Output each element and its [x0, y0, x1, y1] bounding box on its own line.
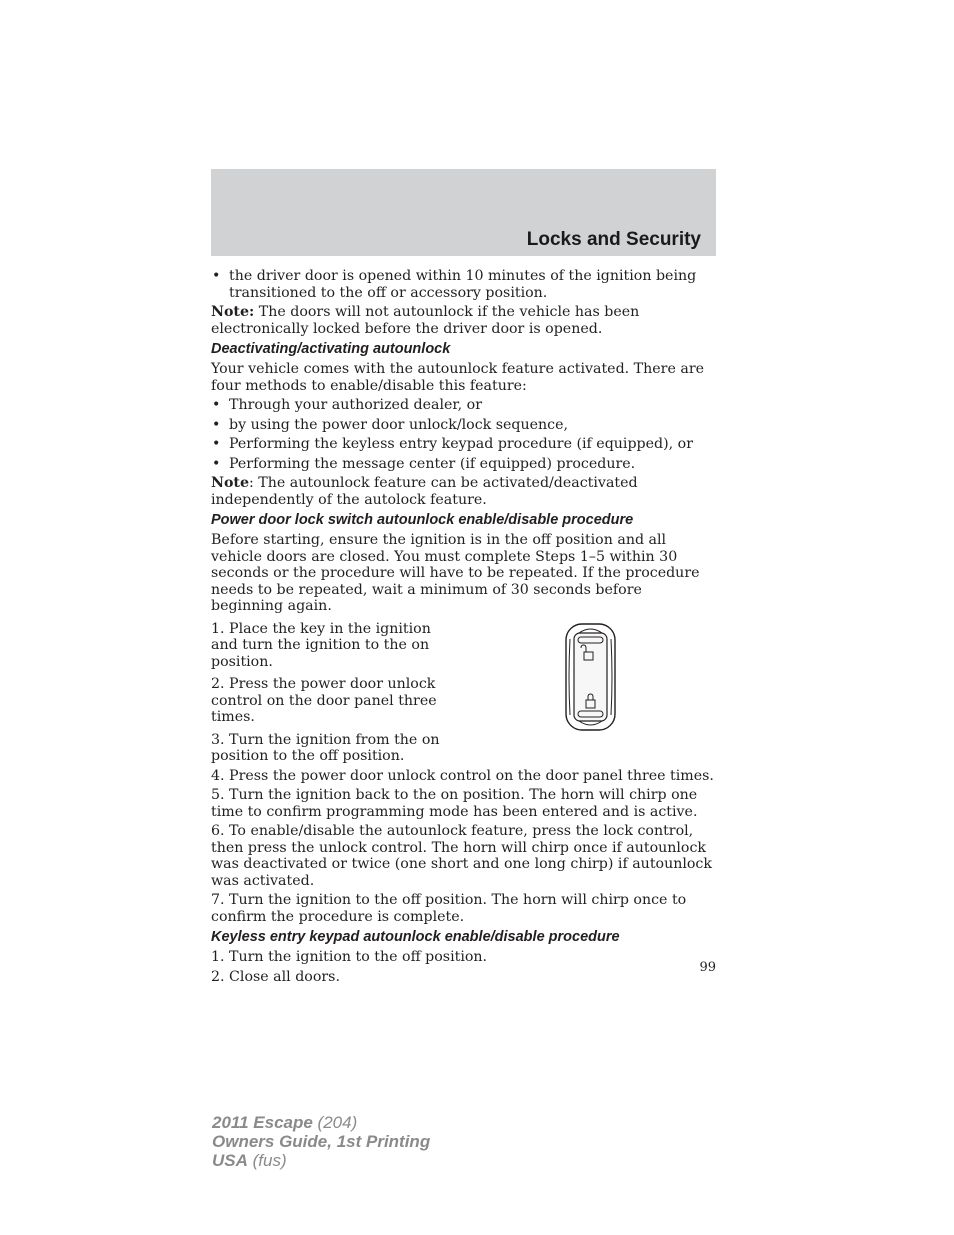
list-item: [211, 436, 716, 453]
footer-model-name: 2011 Escape: [212, 1113, 313, 1132]
door-lock-switch-icon: [563, 623, 618, 731]
document-footer: [212, 1113, 430, 1170]
list-item-text: the driver door is opened within 10 minutes of the ignition being transitioned to the off or accessory position.: [229, 268, 697, 301]
bullet-icon: •: [212, 397, 221, 413]
bullet-icon: •: [212, 416, 221, 433]
step-item: 7. Turn the ignition to the off position. The horn will chirp once to confirm the procedure is complete.: [211, 892, 687, 925]
list-item: [211, 268, 716, 301]
subheading-keyless-entry: Keyless entry keypad autounlock enable/disable procedure: [211, 929, 620, 945]
step-item: 1. Place the key in the ignition and turn the ignition to the on position.: [211, 620, 431, 670]
footer-line-market: [212, 1151, 430, 1170]
footer-model-code: (204): [312, 1113, 358, 1132]
note-text: The doors will not autounlock if the vehicle has been electronically locked before the driver door is opened.: [211, 304, 640, 337]
body-paragraph: Before starting, ensure the ignition is in the off position and all vehicle doors are closed. You must complete Steps 1–5 within 30 seconds or the procedure will have to be repeated. If the procedure needs to be repeated, wait a minimum of 30 seconds before beginning again.: [211, 532, 700, 614]
list-item: [211, 456, 716, 473]
list-item-text: Performing the keyless entry keypad procedure (if equipped), or: [229, 436, 693, 452]
step-item: 6. To enable/disable the autounlock feature, press the lock control, then press the unlock control. The horn will chirp once if autounlock was deactivated or twice (one short and one long chirp) if autounlock was activated.: [211, 823, 712, 889]
step-item: 1. Turn the ignition to the off position.: [211, 949, 488, 965]
body-paragraph: Your vehicle comes with the autounlock feature activated. There are four methods to enable/disable this feature:: [211, 361, 704, 394]
section-header-bar: [211, 169, 716, 256]
subheading-power-door-lock: Power door lock switch autounlock enable/disable procedure: [211, 512, 634, 528]
section-title: Locks and Security: [526, 229, 701, 250]
step-item: 2. Press the power door unlock control on the door panel three times.: [211, 676, 437, 725]
footer-market: USA: [212, 1151, 248, 1170]
bullet-icon: •: [212, 268, 221, 284]
bullet-icon: •: [212, 455, 221, 472]
step-item: 5. Turn the ignition back to the on position. The horn will chirp one time to confirm programming mode has been entered and is active.: [211, 787, 698, 820]
step-item: 4. Press the power door unlock control on the door panel three times.: [211, 767, 714, 784]
list-item: [211, 397, 716, 414]
step-item: 3. Turn the ignition from the on position to the off position.: [211, 731, 440, 764]
step-item: 2. Close all doors.: [211, 968, 340, 985]
note-label: Note:: [211, 304, 255, 320]
note-paragraph: [211, 475, 716, 508]
note-text: : The autounlock feature can be activated/deactivated independently of the autolock feature.: [211, 475, 638, 508]
list-item-text: Through your authorized dealer, or: [229, 397, 482, 413]
footer-line-model: [212, 1113, 430, 1132]
steps-with-figure: [211, 621, 716, 765]
list-item: [211, 417, 716, 434]
footer-market-code: (fus): [247, 1151, 287, 1170]
bullet-icon: •: [212, 436, 221, 452]
page-number: 99: [699, 960, 716, 975]
note-paragraph: [211, 304, 716, 337]
footer-line-guide: Owners Guide, 1st Printing: [212, 1132, 431, 1151]
note-label: Note: [211, 475, 250, 491]
list-item-text: by using the power door unlock/lock sequence,: [229, 416, 569, 433]
subheading-deactivating: Deactivating/activating autounlock: [211, 341, 451, 357]
page-content: [211, 268, 716, 988]
list-item-text: Performing the message center (if equipped) procedure.: [229, 455, 636, 472]
